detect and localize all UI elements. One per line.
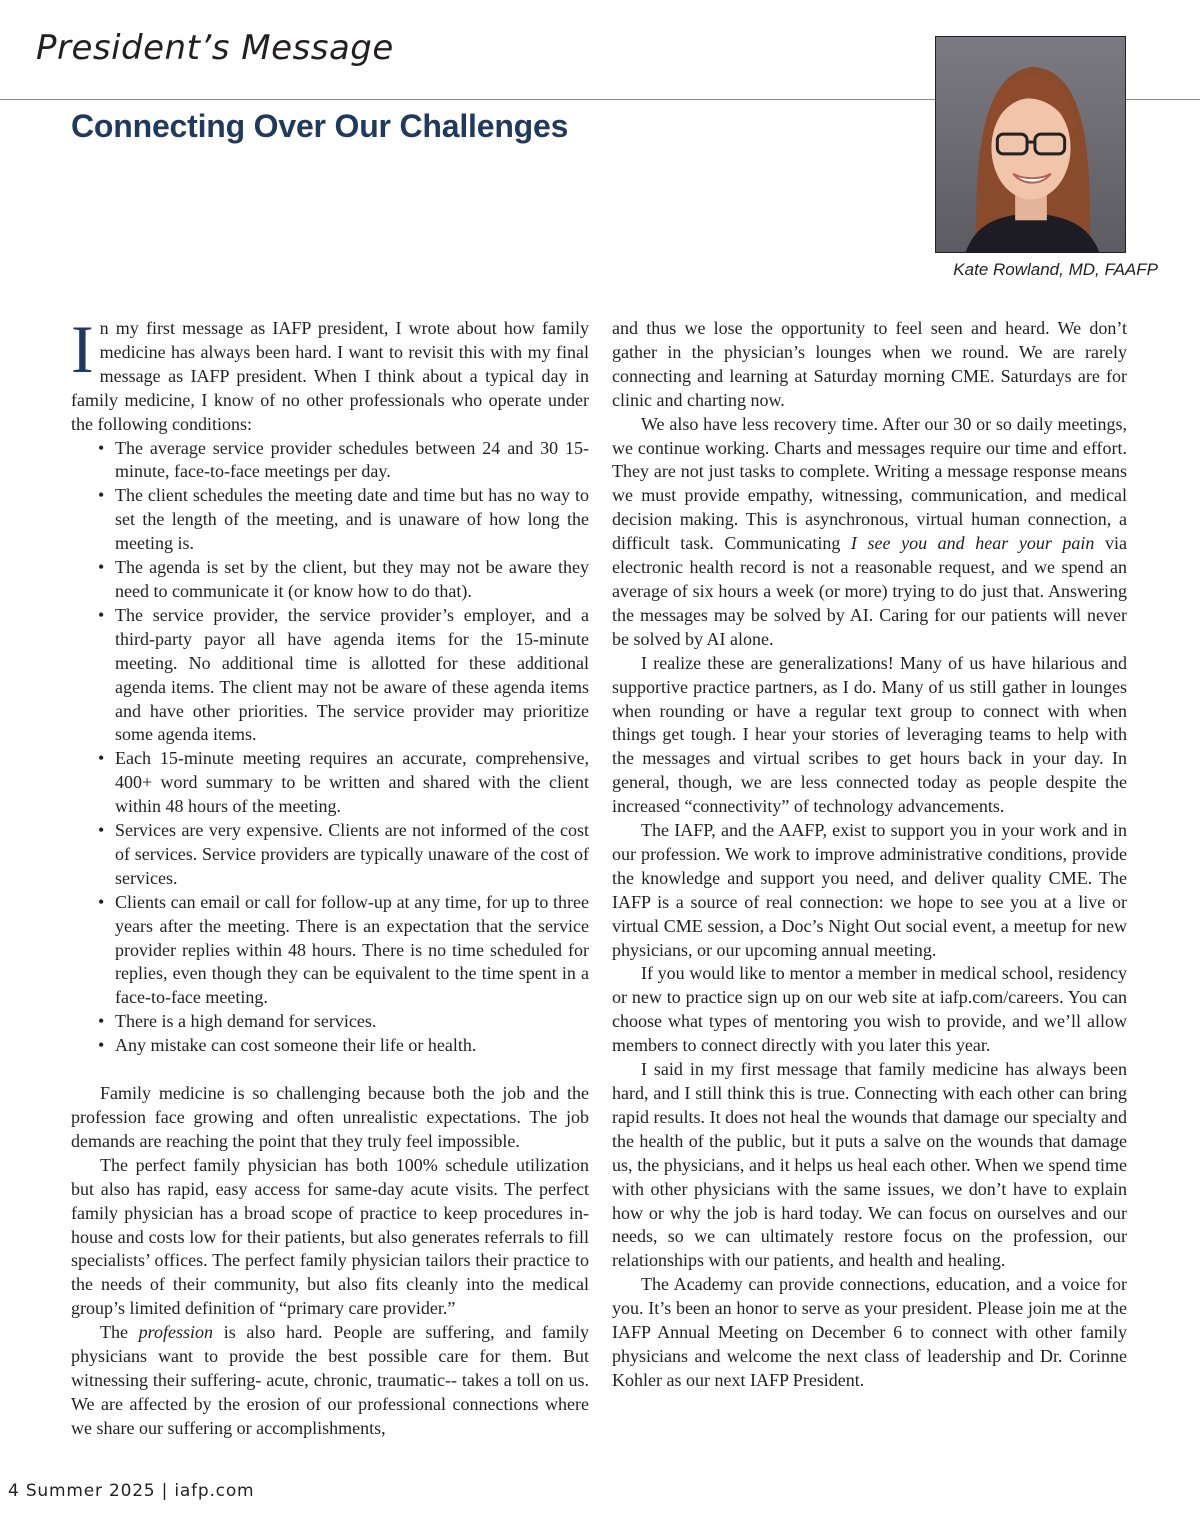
intro-paragraph: In my first message as IAFP president, I wrote about how family medicine has always been hard. I want to revisit this with my final message as IAFP president. When I think about a typical day in family medicine, I know of no other professionals who operate under the following conditions: — [71, 311, 589, 434]
list-item: • The agenda is set by the client, but they may not be aware they need to communicate it (or know how to do that). — [98, 557, 589, 601]
paragraph-iafp-support: The IAFP, and the AAFP, exist to support you in your work and in our profession. We work to improve administrative conditions, provide the knowledge and support you need, and deliver quality CME. The IAFP is a source of real connection: we hope to see you at a live or virtual CME session, a Doc’s Night Out social event, a meetup for new physicians, or our upcoming annual meeting. — [612, 820, 1127, 960]
section-title: President’s Message — [36, 28, 394, 68]
paragraph-academy: The Academy can provide connections, education, and a voice for you. It’s been an honor to serve as your president. Please join me at the IAFP Annual Meeting on December 6 to connect with other family physicians and welcome the next class of leadership and Dr. Corinne Kohler as our next IAFP President. — [612, 1274, 1127, 1390]
paragraph-generalizations: I realize these are generalizations! Many of us have hilarious and supportive practice partners, as I do. Many of us still gather in lounges when rounding or have a regular text group to connect with when things get tough. I hear your stories of leveraging teams to help with the messages and virtual scribes to get hours back in your day. In general, though, we are less connected today as people despite the increased “connectivity” of technology advancements. — [612, 652, 1127, 817]
list-item: • The service provider, the service provider’s employer, and a third-party payor all have agenda items for the 15-minute meeting. No additional time is allotted for these additional agenda items. The client may not be aware of these agenda items and have other priorities. The service provider may prioritize some agenda items. — [98, 604, 589, 745]
list-item: • Clients can email or call for follow-up at any time, for up to three years after the meeting. There is an expectation that the service provider replies within 48 hours. There is no time scheduled for replies, even though they can be equivalent to the time spent in a face-to-face meeting. — [98, 891, 589, 1008]
author-photo — [935, 36, 1126, 253]
list-item: • The average service provider schedules between 24 and 30 15-minute, face-to-face meetings per day. — [98, 437, 589, 482]
paragraph-profession: The profession is also hard. People are suffering, and family physicians want to provide the best possible care for them. But witnessing their suffering- acute, chronic, traumatic-- takes a toll on us. We are affected by the erosion of our professional connections where we share our suffering or accomplishments, — [71, 1322, 590, 1438]
page-footer: 4 Summer 2025 | iafp.com — [8, 1481, 255, 1501]
article-column-left — [71, 311, 590, 1441]
article-column-right — [612, 317, 1127, 1393]
paragraph-continued: and thus we lose the opportunity to feel seen and heard. We don’t gather in the physician’s lounges when we round. We are rarely connecting and learning at Saturday morning CME. Saturdays are for clinic and charting now. — [612, 318, 1127, 410]
conditions-list — [71, 437, 589, 1059]
drop-cap: I — [71, 311, 94, 387]
photo-caption: Kate Rowland, MD, FAAFP — [953, 260, 1158, 279]
list-item: • Any mistake can cost someone their life or health. — [98, 1035, 477, 1056]
paragraph-first-message: I said in my first message that family medicine has always been hard, and I still think this is true. Connecting with each other can bring rapid results. It does not heal the wounds that damage our specialty and the health of the public, but it puts a salve on the wounds that damage us, the physicians, and it helps us heal each other. When we spend time with other physicians with the same issues, we don’t have to explain how or why the job is hard today. We can focus on ourselves and our needs, so we can ultimately restore focus on the profession, our relationships with our patients, and health and healing. — [612, 1059, 1127, 1271]
paragraph-recovery: We also have less recovery time. After our 30 or so daily meetings, we continue working. Charts and messages require our time and effort. They are not just tasks to complete. Writing a message response means we must provide empathy, witnessing, communication, and medical decision making. This is asynchronous, virtual human connection, a difficult task. Communicating I see you and hear your pain via electronic health record is not a reasonable request, and we spend an average of six hours a week (or more) trying to do just that. Answering the messages may be solved by AI. Caring for our patients will never be solved by AI alone. — [612, 413, 1128, 649]
list-item: • Services are very expensive. Clients are not informed of the cost of services. Service providers are typically unaware of the cost of services. — [98, 820, 589, 888]
paragraph-mentor: If you would like to mentor a member in medical school, residency or new to practice sign up on our web site at iafp.com/careers. You can choose what types of mentoring you wish to provide, and we’ll allow members to connect directly with you later this year. — [612, 963, 1127, 1056]
author-portrait-image — [936, 37, 1125, 252]
paragraph-challenging: Family medicine is so challenging because both the job and the profession face growing and often unrealistic expectations. The job demands are reaching the point that they truly feel impossible. — [71, 1083, 589, 1151]
list-item: • There is a high demand for services. — [98, 1011, 377, 1032]
article-headline: Connecting Over Our Challenges — [71, 108, 569, 144]
paragraph-perfect-physician: The perfect family physician has both 100% schedule utilization but also has rapid, easy access for same-day acute visits. The perfect family physician has a broad scope of practice to keep procedures in-house and costs low for their patients, but also generates referrals to fill specialists’ offices. The perfect family physician tailors their practice to the needs of their community, but also fits cleanly into the medical group’s limited definition of “primary care provider.” — [71, 1154, 589, 1319]
list-item: • Each 15-minute meeting requires an accurate, comprehensive, 400+ word summary to be written and shared with the client within 48 hours of the meeting. — [98, 748, 589, 817]
list-item: • The client schedules the meeting date and time but has no way to set the length of the meeting, and is unaware of how long the meeting is. — [98, 485, 589, 554]
